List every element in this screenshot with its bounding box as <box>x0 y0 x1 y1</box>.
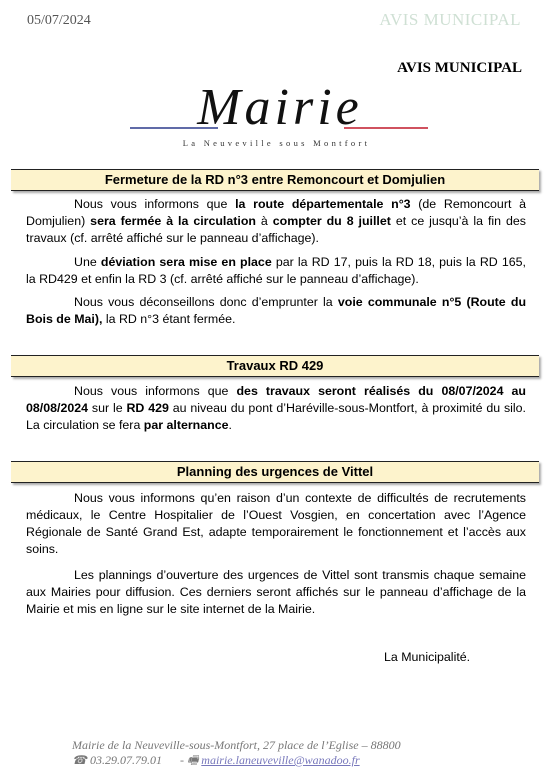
vittel-paragraph-2: Les plannings d’ouverture des urgences de Vittel sont transmis chaque semaine aux Mairies pour diffusion. Ces derniers seront affichés sur le panneau d’affichage de la Mairie et mis en ligne sur le site internet de la Mairie. <box>26 568 526 616</box>
rd3-paragraph-3: Nous vous déconseillons donc d’emprunter la voie communale n°5 (Route du Bois de Mai), la RD n°3 étant fermée. <box>26 295 527 326</box>
notice-date: 05/07/2024 <box>27 13 91 28</box>
rd429-paragraph: Nous vous informons que des travaux seront réalisés du 08/07/2024 au 08/08/2024 sur le RD 429 au niveau du pont d’Haréville-sous-Montfort, à proximité du silo. La circulation se fera par alternance. <box>26 384 527 432</box>
footer-address: Mairie de la Neuveville-sous-Montfort, 27 place de l’Eglise – 88800 <box>72 738 401 752</box>
section-title-vittel: Planning des urgences de Vittel <box>11 461 539 483</box>
town-name: La Neuveville sous Montfort <box>182 138 371 148</box>
notice-heading: AVIS MUNICIPAL <box>397 60 522 76</box>
footer-email-link[interactable]: mairie.laneuveville@wanadoo.fr <box>201 753 360 767</box>
rd3-paragraph-1: Nous vous informons que la route départementale n°3 (de Remoncourt à Domjulien) sera fermée à la circulation à compter du 8 juillet et ce jusqu’à la fin des travaux (cf. arrêté affiché sur le panneau d’affichage). <box>26 197 526 245</box>
footer <box>72 738 401 768</box>
telephone-icon: ☎ <box>72 753 87 767</box>
footer-separator: - <box>179 753 184 767</box>
signature: La Municipalité. <box>384 650 471 664</box>
logo-lettering: Mairie <box>197 79 363 136</box>
fax-icon: 🖷 <box>186 753 199 767</box>
footer-phone: 03.29.07.79.01 <box>89 753 162 767</box>
vittel-paragraph-1: Nous vous informons qu’en raison d’un contexte de difficultés de recrutements médicaux, le Centre Hospitalier de l’Ouest Vosgien, en concertation avec l’Agence Régionale de Santé Grand Est, adapte temporairement le fonctionnement et l’accès aux soins. <box>26 491 526 556</box>
watermark-title: AVIS MUNICIPAL <box>379 10 521 29</box>
section-title-rd429: Travaux RD 429 <box>11 355 539 377</box>
section-title-rd3: Fermeture de la RD n°3 entre Remoncourt et Domjulien <box>11 169 539 191</box>
rd3-paragraph-2: Une déviation sera mise en place par la RD 17, puis la RD 18, puis la RD 165, la RD429 et enfin la RD 3 (cf. arrêté affiché sur le panneau d’affichage). <box>26 255 526 286</box>
